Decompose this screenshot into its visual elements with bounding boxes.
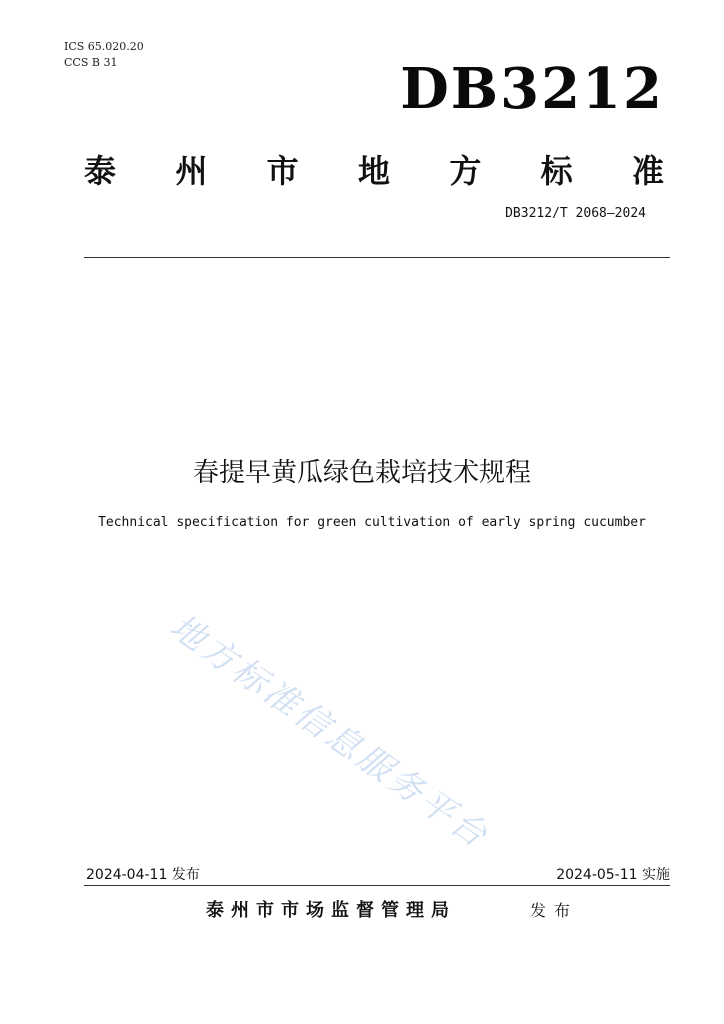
standard-type-char: 州 bbox=[175, 152, 208, 190]
standard-type-char: 标 bbox=[540, 152, 573, 190]
implement-date: 2024-05-11 实施 bbox=[556, 867, 670, 883]
ics-code: ICS 65.020.20 bbox=[64, 40, 144, 53]
db-code-heading: DB3212 bbox=[400, 56, 664, 122]
standard-type-char: 方 bbox=[449, 152, 482, 190]
standard-type-char: 市 bbox=[266, 152, 299, 190]
document-title-chinese: 春提早黄瓜绿色栽培技术规程 bbox=[192, 458, 531, 488]
issue-label: 发布 bbox=[530, 901, 579, 920]
standard-type-char: 地 bbox=[357, 152, 390, 190]
watermark: 地方标准信息服务平台 bbox=[162, 606, 497, 858]
publish-date: 2024-04-11 发布 bbox=[86, 867, 200, 883]
bottom-divider bbox=[84, 885, 670, 886]
issuing-authority: 泰州市市场监督管理局 bbox=[206, 900, 456, 921]
standard-type-char: 泰 bbox=[84, 152, 117, 190]
top-divider bbox=[84, 257, 670, 258]
standard-type-title bbox=[84, 146, 664, 192]
ccs-code: CCS B 31 bbox=[64, 56, 118, 69]
standard-number: DB3212/T 2068—2024 bbox=[505, 206, 646, 221]
document-title-english: Technical specification for green cultivation of early spring cucumber bbox=[98, 515, 646, 530]
standard-type-char: 准 bbox=[631, 152, 664, 190]
